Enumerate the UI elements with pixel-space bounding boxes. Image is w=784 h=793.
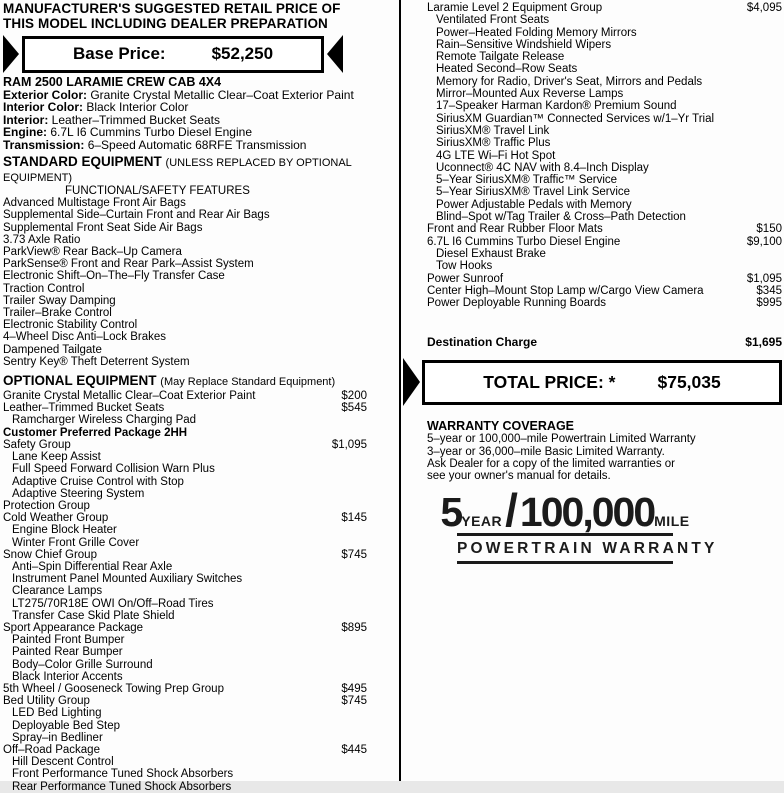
powertrain-warranty-logo: [440, 483, 718, 564]
warranty-years-number: 5: [440, 488, 462, 535]
equipment-item: [3, 500, 367, 512]
equipment-item: [427, 63, 782, 75]
item-text: Sentry Key® Theft Deterrent System: [3, 355, 190, 368]
item-text: Full Speed Forward Collision Warn Plus: [12, 463, 215, 476]
item-price: $4,095: [746, 2, 782, 14]
item-text: Electronic Stability Control: [3, 319, 138, 332]
item-text: SiriusXM Guardian™ Connected Services w/1–Yr Trial: [436, 112, 715, 125]
item-text: Power Deployable Running Boards: [427, 297, 606, 310]
item-text: Bed Utility Group: [3, 695, 90, 708]
vehicle-model: RAM 2500 LARAMIE CREW CAB 4X4: [3, 75, 222, 89]
item-text: Ramcharger Wireless Charging Pad: [12, 414, 197, 427]
item-text: Trailer–Brake Control: [3, 307, 112, 320]
equipment-item: [3, 598, 367, 610]
equipment-item: [3, 209, 367, 221]
item-text: Adaptive Cruise Control with Stop: [12, 475, 184, 488]
base-price-box: [22, 36, 324, 73]
item-text: Traction Control: [3, 282, 85, 295]
item-text: Snow Chief Group: [3, 548, 97, 561]
item-text: Spray–in Bedliner: [12, 731, 103, 744]
equipment-item: [3, 634, 367, 646]
equipment-item: [3, 414, 367, 426]
item-text: 3–year or 36,000–mile Basic Limited Warranty.: [427, 445, 665, 458]
warranty-line: [427, 433, 784, 445]
spec-label: Engine:: [3, 125, 47, 140]
standard-equipment-title: STANDARD EQUIPMENT: [3, 154, 162, 170]
equipment-item: [427, 162, 782, 174]
item-price: $745: [341, 695, 367, 708]
equipment-item: [3, 295, 367, 307]
total-price-banner: [403, 358, 782, 406]
equipment-item: [3, 319, 367, 331]
item-text: Supplemental Front Seat Side Air Bags: [3, 221, 203, 234]
right-column: [401, 0, 784, 564]
equipment-item: [427, 223, 782, 235]
optional-equipment-title: OPTIONAL EQUIPMENT: [3, 373, 157, 389]
equipment-item: [427, 100, 782, 112]
item-text: Deployable Bed Step: [12, 719, 121, 732]
equipment-item: [3, 671, 367, 683]
warranty-miles-unit: MILE: [654, 512, 690, 529]
item-text: Transfer Case Skid Plate Shield: [12, 609, 175, 622]
spec-label: Interior Color:: [3, 100, 83, 115]
equipment-item: [3, 439, 367, 451]
item-text: Customer Preferred Package 2HH: [3, 426, 188, 439]
item-text: Engine Block Heater: [12, 524, 117, 537]
item-price: $145: [341, 512, 367, 525]
item-text: ParkView® Rear Back–Up Camera: [3, 246, 182, 259]
item-text: Power–Heated Folding Memory Mirrors: [436, 26, 637, 39]
equipment-item: [3, 283, 367, 295]
item-text: Supplemental Side–Curtain Front and Rear Air Bags: [3, 209, 270, 222]
item-text: Protection Group: [3, 499, 90, 512]
warranty-miles-number: 100,000: [519, 488, 655, 535]
equipment-item: [3, 610, 367, 622]
item-text: Diesel Exhaust Brake: [436, 247, 546, 260]
equipment-item: [427, 273, 782, 285]
item-text: 6.7L I6 Cummins Turbo Diesel Engine: [427, 235, 621, 248]
item-price: $9,100: [746, 235, 782, 248]
msrp-disclaimer-line2: THIS MODEL INCLUDING DEALER PREPARATION: [3, 15, 328, 31]
equipment-item: [3, 585, 367, 597]
warranty-heading: WARRANTY COVERAGE: [427, 419, 575, 434]
item-text: Off–Road Package: [3, 743, 100, 756]
equipment-item: [3, 390, 367, 402]
item-text: Ask Dealer for a copy of the limited warranties or: [427, 458, 675, 471]
equipment-item: [3, 781, 367, 793]
equipment-item: [427, 236, 782, 248]
optional-equipment-note: (May Replace Standard Equipment): [160, 376, 336, 389]
item-text: Dampened Tailgate: [3, 343, 102, 356]
item-text: Mirror–Mounted Aux Reverse Lamps: [436, 88, 624, 101]
right-arrow-icon: [3, 35, 19, 73]
equipment-item: [3, 427, 367, 439]
item-price: $345: [756, 284, 782, 297]
item-text: Cold Weather Group: [3, 512, 109, 525]
optional-equipment-heading: [3, 374, 399, 389]
equipment-item: [3, 307, 367, 319]
equipment-item: [3, 476, 367, 488]
item-text: 3.73 Axle Ratio: [3, 233, 81, 246]
item-price: $1,095: [331, 438, 367, 451]
destination-charge-label: Destination Charge: [427, 335, 538, 350]
equipment-item: [3, 451, 367, 463]
item-text: Painted Front Bumper: [12, 634, 125, 647]
total-price-box: [422, 360, 782, 405]
item-price: $995: [756, 297, 782, 310]
equipment-item: [3, 537, 367, 549]
item-text: Lane Keep Assist: [12, 451, 101, 464]
item-text: Black Interior Accents: [12, 670, 123, 683]
item-text: Anti–Spin Differential Rear Axle: [12, 560, 173, 573]
item-price: $895: [341, 621, 367, 634]
item-text: Rear Performance Tuned Shock Absorbers: [12, 780, 232, 793]
item-text: Center High–Mount Stop Lamp w/Cargo View Camera: [427, 284, 704, 297]
equipment-item: [3, 197, 367, 209]
equipment-item: [427, 27, 782, 39]
base-price-label: Base Price:: [72, 44, 166, 63]
item-text: 4–Wheel Disc Anti–Lock Brakes: [3, 331, 166, 344]
item-text: Memory for Radio, Driver's Seat, Mirrors and Pedals: [436, 75, 703, 88]
equipment-item: [427, 51, 782, 63]
warranty-line: [427, 446, 784, 458]
equipment-item: [3, 646, 367, 658]
item-price: $200: [341, 390, 367, 403]
item-price: $745: [341, 548, 367, 561]
item-text: 5–Year SiriusXM® Traffic™ Service: [436, 174, 618, 187]
equipment-item: [427, 113, 782, 125]
equipment-item: [427, 76, 782, 88]
equipment-item: [427, 88, 782, 100]
equipment-item: [3, 756, 367, 768]
item-price: $150: [756, 223, 782, 236]
standard-equipment-list: [3, 197, 367, 368]
powertrain-warranty-caption: POWERTRAIN WARRANTY: [457, 536, 673, 564]
equipment-item: [427, 125, 782, 137]
item-text: Painted Rear Bumper: [12, 646, 123, 659]
item-text: ParkSense® Front and Rear Park–Assist System: [3, 258, 254, 271]
item-text: Sport Appearance Package: [3, 621, 144, 634]
equipment-item: [3, 707, 367, 719]
base-price-banner: [3, 35, 343, 73]
equipment-item: [3, 573, 367, 585]
equipment-item: [3, 246, 367, 258]
equipment-item: [3, 463, 367, 475]
vehicle-spec: Engine: 6.7L I6 Cummins Turbo Diesel Engine: [3, 125, 252, 140]
item-text: Body–Color Grille Surround: [12, 658, 153, 671]
item-text: Rain–Sensitive Windshield Wipers: [436, 38, 612, 51]
powertrain-warranty-figures: [440, 483, 690, 536]
item-text: Winter Front Grille Cover: [12, 536, 140, 549]
equipment-item: [3, 488, 367, 500]
equipment-item: [3, 561, 367, 573]
item-text: Hill Descent Control: [12, 756, 114, 769]
equipment-item: [427, 150, 782, 162]
item-text: Trailer Sway Damping: [3, 294, 116, 307]
equipment-item: [3, 768, 367, 780]
item-price: $495: [341, 682, 367, 695]
equipment-item: [427, 137, 782, 149]
standard-equipment-heading: [3, 155, 399, 185]
warranty-years-unit: YEAR: [461, 512, 503, 529]
equipment-item: [427, 2, 782, 14]
item-text: 5–year or 100,000–mile Powertrain Limited Warranty: [427, 433, 696, 446]
equipment-item: [3, 331, 367, 343]
equipment-item: [427, 174, 782, 186]
equipment-item: [427, 248, 782, 260]
equipment-item: [427, 285, 782, 297]
item-text: Remote Tailgate Release: [436, 51, 565, 64]
functional-safety-subheading: FUNCTIONAL/SAFETY FEATURES: [65, 185, 250, 198]
equipment-item: [3, 234, 367, 246]
item-text: see your owner's manual for details.: [427, 470, 611, 483]
left-arrow-icon: [327, 35, 343, 73]
item-price: $545: [341, 402, 367, 415]
optional-equipment-list: [3, 390, 367, 793]
item-text: Ventilated Front Seats: [436, 14, 550, 27]
vehicle-spec: Exterior Color: Granite Crystal Metallic Clear–Coat Exterior Paint: [3, 88, 354, 102]
item-text: 4G LTE Wi–Fi Hot Spot: [436, 149, 556, 162]
msrp-disclaimer-line1: MANUFACTURER'S SUGGESTED RETAIL PRICE OF: [3, 1, 341, 16]
equipment-item: [3, 659, 367, 671]
equipment-item: [3, 622, 367, 634]
item-price: $445: [341, 743, 367, 756]
equipment-item: [3, 356, 367, 368]
equipment-item: [427, 39, 782, 51]
equipment-item: [427, 211, 782, 223]
item-text: SiriusXM® Travel Link: [436, 124, 550, 137]
destination-charge-row: [427, 335, 782, 349]
item-text: Heated Second–Row Seats: [436, 63, 578, 76]
item-text: Clearance Lamps: [12, 585, 103, 598]
item-text: Power Adjustable Pedals with Memory: [436, 198, 632, 211]
item-text: Uconnect® 4C NAV with 8.4–Inch Display: [436, 161, 649, 174]
item-text: Electronic Shift–On–The–Fly Transfer Case: [3, 270, 225, 283]
item-text: Laramie Level 2 Equipment Group: [427, 2, 603, 14]
item-text: Advanced Multistage Front Air Bags: [3, 197, 186, 210]
item-text: Leather–Trimmed Bucket Seats: [3, 402, 165, 415]
item-text: LED Bed Lighting: [12, 707, 102, 720]
equipment-item: [3, 732, 367, 744]
equipment-item: [3, 222, 367, 234]
equipment-item: [427, 297, 782, 309]
equipment-item: [3, 512, 367, 524]
item-text: Adaptive Steering System: [12, 487, 145, 500]
total-price-value: $75,035: [657, 371, 721, 392]
equipment-item: [3, 744, 367, 756]
equipment-item: [3, 270, 367, 282]
equipment-item: [3, 695, 367, 707]
vehicle-spec: Transmission: 6–Speed Automatic 68RFE Transmission: [3, 137, 307, 152]
item-text: Front Performance Tuned Shock Absorbers: [12, 768, 234, 781]
item-text: Power Sunroof: [427, 272, 504, 285]
equipment-item: [3, 402, 367, 414]
spec-label: Transmission:: [3, 137, 85, 152]
equipment-item: [427, 199, 782, 211]
equipment-item: [3, 549, 367, 561]
item-text: Granite Crystal Metallic Clear–Coat Exterior Paint: [3, 390, 256, 403]
equipment-item: [3, 524, 367, 536]
vehicle-spec: Interior Color: Black Interior Color: [3, 100, 189, 115]
equipment-item: [3, 258, 367, 270]
slash-separator: /: [505, 483, 518, 536]
item-text: 5th Wheel / Gooseneck Towing Prep Group: [3, 682, 224, 695]
msrp-disclaimer: [3, 2, 399, 31]
item-price: $1,095: [746, 272, 782, 285]
item-text: Instrument Panel Mounted Auxiliary Switches: [12, 573, 243, 586]
vehicle-spec: Interior: Leather–Trimmed Bucket Seats: [3, 112, 220, 127]
equipment-item: [3, 344, 367, 356]
vehicle-specs: [3, 89, 367, 151]
spec-label: Exterior Color:: [3, 88, 88, 102]
destination-charge-price: $1,695: [745, 335, 782, 350]
equipment-item: [427, 186, 782, 198]
standard-equipment-note: (UNLESS REPLACED BY OPTIONAL EQUIPMENT): [3, 157, 352, 185]
item-text: 5–Year SiriusXM® Travel Link Service: [436, 186, 631, 199]
optional-equipment-list-continued: [427, 2, 782, 309]
warranty-line: [427, 458, 784, 470]
equipment-item: [427, 14, 782, 26]
equipment-item: [3, 683, 367, 695]
warranty-line: [427, 470, 784, 482]
equipment-item: [3, 720, 367, 732]
item-text: LT275/70R18E OWI On/Off–Road Tires: [12, 597, 214, 610]
right-arrow-icon: [403, 358, 420, 406]
total-price-label: TOTAL PRICE: *: [483, 371, 616, 392]
item-text: Tow Hooks: [436, 260, 493, 273]
item-text: SiriusXM® Traffic Plus: [436, 137, 551, 150]
spec-label: Interior:: [3, 112, 49, 127]
item-text: Safety Group: [3, 438, 71, 451]
item-text: 17–Speaker Harman Kardon® Premium Sound: [436, 100, 677, 113]
item-text: Front and Rear Rubber Floor Mats: [427, 223, 603, 236]
equipment-item: [427, 260, 782, 272]
item-text: Blind–Spot w/Tag Trailer & Cross–Path Detection: [436, 211, 686, 224]
warranty-lines: [427, 433, 784, 482]
base-price-value: $52,250: [211, 44, 274, 63]
